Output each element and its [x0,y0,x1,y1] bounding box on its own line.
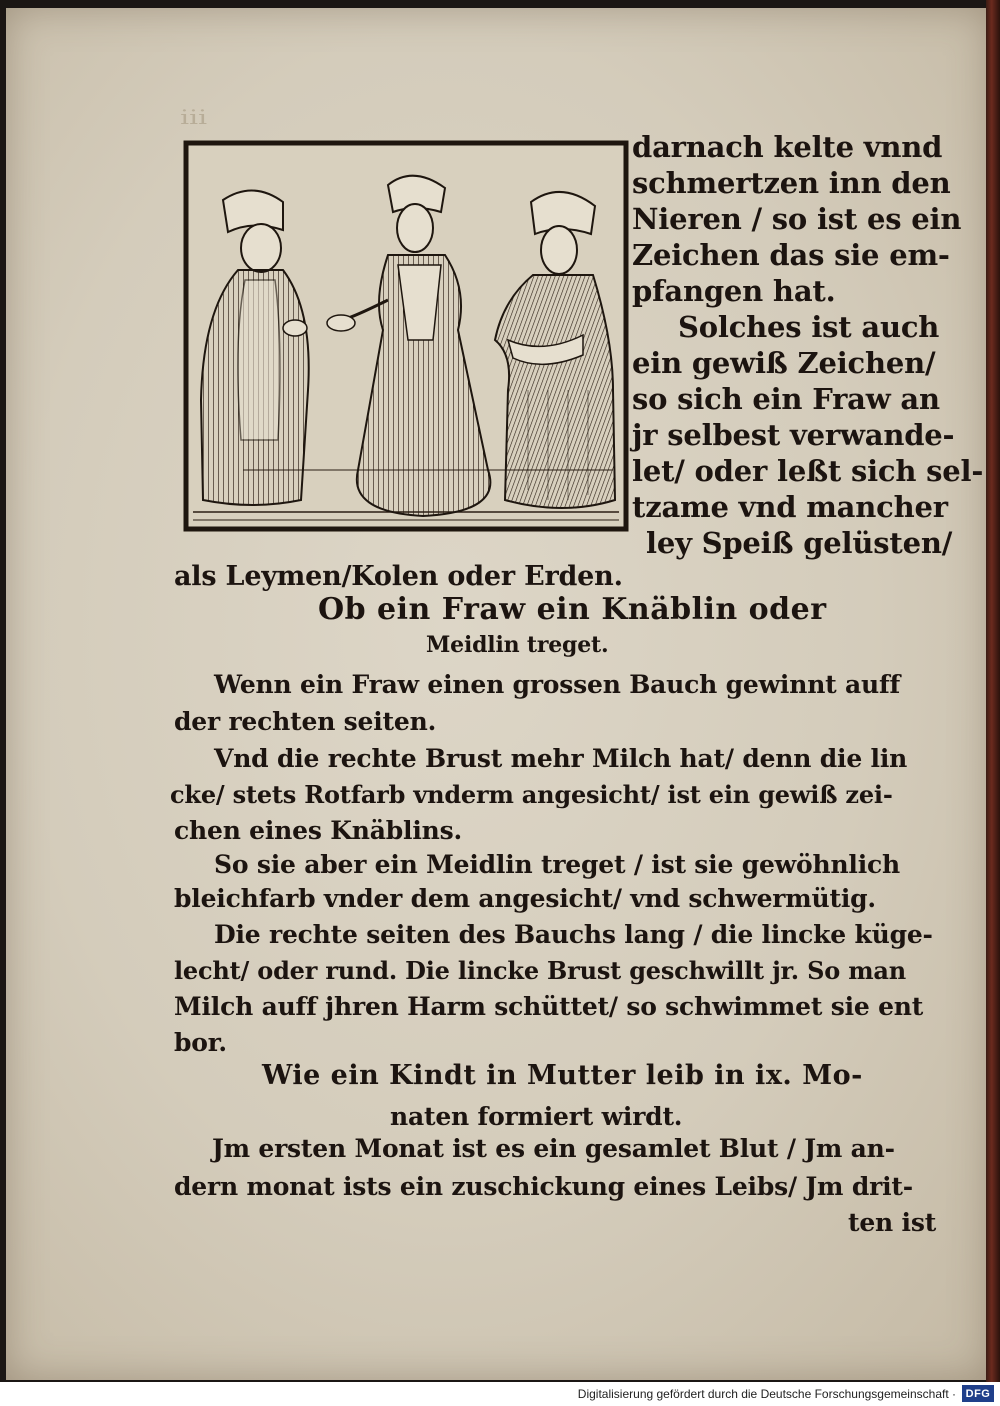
text-line: lecht/ oder rund. Die lincke Brust geschwillt jr. So man [174,956,906,985]
section-heading: Ob ein Fraw ein Knäblin oder [318,592,827,627]
text-line: schmertzen inn den [632,166,951,200]
text-line: Milch auff jhren Harm schüttet/ so schwimmet sie ent [174,992,924,1021]
text-line: let/ oder leßt sich sel- [632,454,984,488]
text-line: bor. [174,1028,227,1057]
footer-bar [0,1382,1000,1406]
book-page [6,8,990,1380]
text-line: tzame vnd mancher [632,490,948,524]
section-subheading: naten formiert wirdt. [390,1102,683,1131]
text-line: cke/ stets Rotfarb vnderm angesicht/ ist ein gewiß zei- [170,780,893,809]
footer-credit: Digitalisierung gefördert durch die Deutsche Forschungsgemeinschaft · [577,1387,956,1401]
section-subheading: Meidlin treget. [426,632,609,658]
text-line: Wenn ein Fraw einen grossen Bauch gewinnt auff [214,670,901,699]
book-binding-edge [986,0,1000,1388]
text-line: Die rechte seiten des Bauchs lang / die lincke küge- [214,920,933,949]
text-line: darnach kelte vnnd [632,130,943,164]
text-line: jr selbest verwande- [632,418,955,452]
text-line: der rechten seiten. [174,707,437,736]
text-line: Vnd die rechte Brust mehr Milch hat/ denn die lin [214,744,908,773]
text-line: So sie aber ein Meidlin treget / ist sie gewöhnlich [214,850,901,879]
text-line: bleichfarb vnder dem angesicht/ vnd schwermütig. [174,884,876,913]
woodcut-three-women-icon [183,140,629,532]
text-line: als Leymen/Kolen oder Erden. [174,561,623,592]
page-number: iii [180,105,208,129]
text-line: Jm ersten Monat ist es ein gesamlet Blut / Jm an- [212,1134,895,1163]
text-line: pfangen hat. [632,274,836,308]
text-line: ten ist [848,1208,937,1237]
text-line: dern monat ists ein zuschickung eines Leibs/ Jm drit- [174,1172,913,1201]
dfg-logo-icon[interactable]: DFG [962,1385,994,1402]
text-line: chen eines Knäblins. [174,816,462,845]
text-line: Zeichen das sie em- [632,238,950,272]
text-line: Solches ist auch [678,310,940,344]
text-line: Nieren / so ist es ein [632,202,962,236]
text-line: ley Speiß gelüsten/ [646,526,953,560]
text-line: ein gewiß Zeichen/ [632,346,936,380]
text-line: so sich ein Fraw an [632,382,940,416]
section-heading: Wie ein Kindt in Mutter leib in ix. Mo- [262,1060,863,1091]
